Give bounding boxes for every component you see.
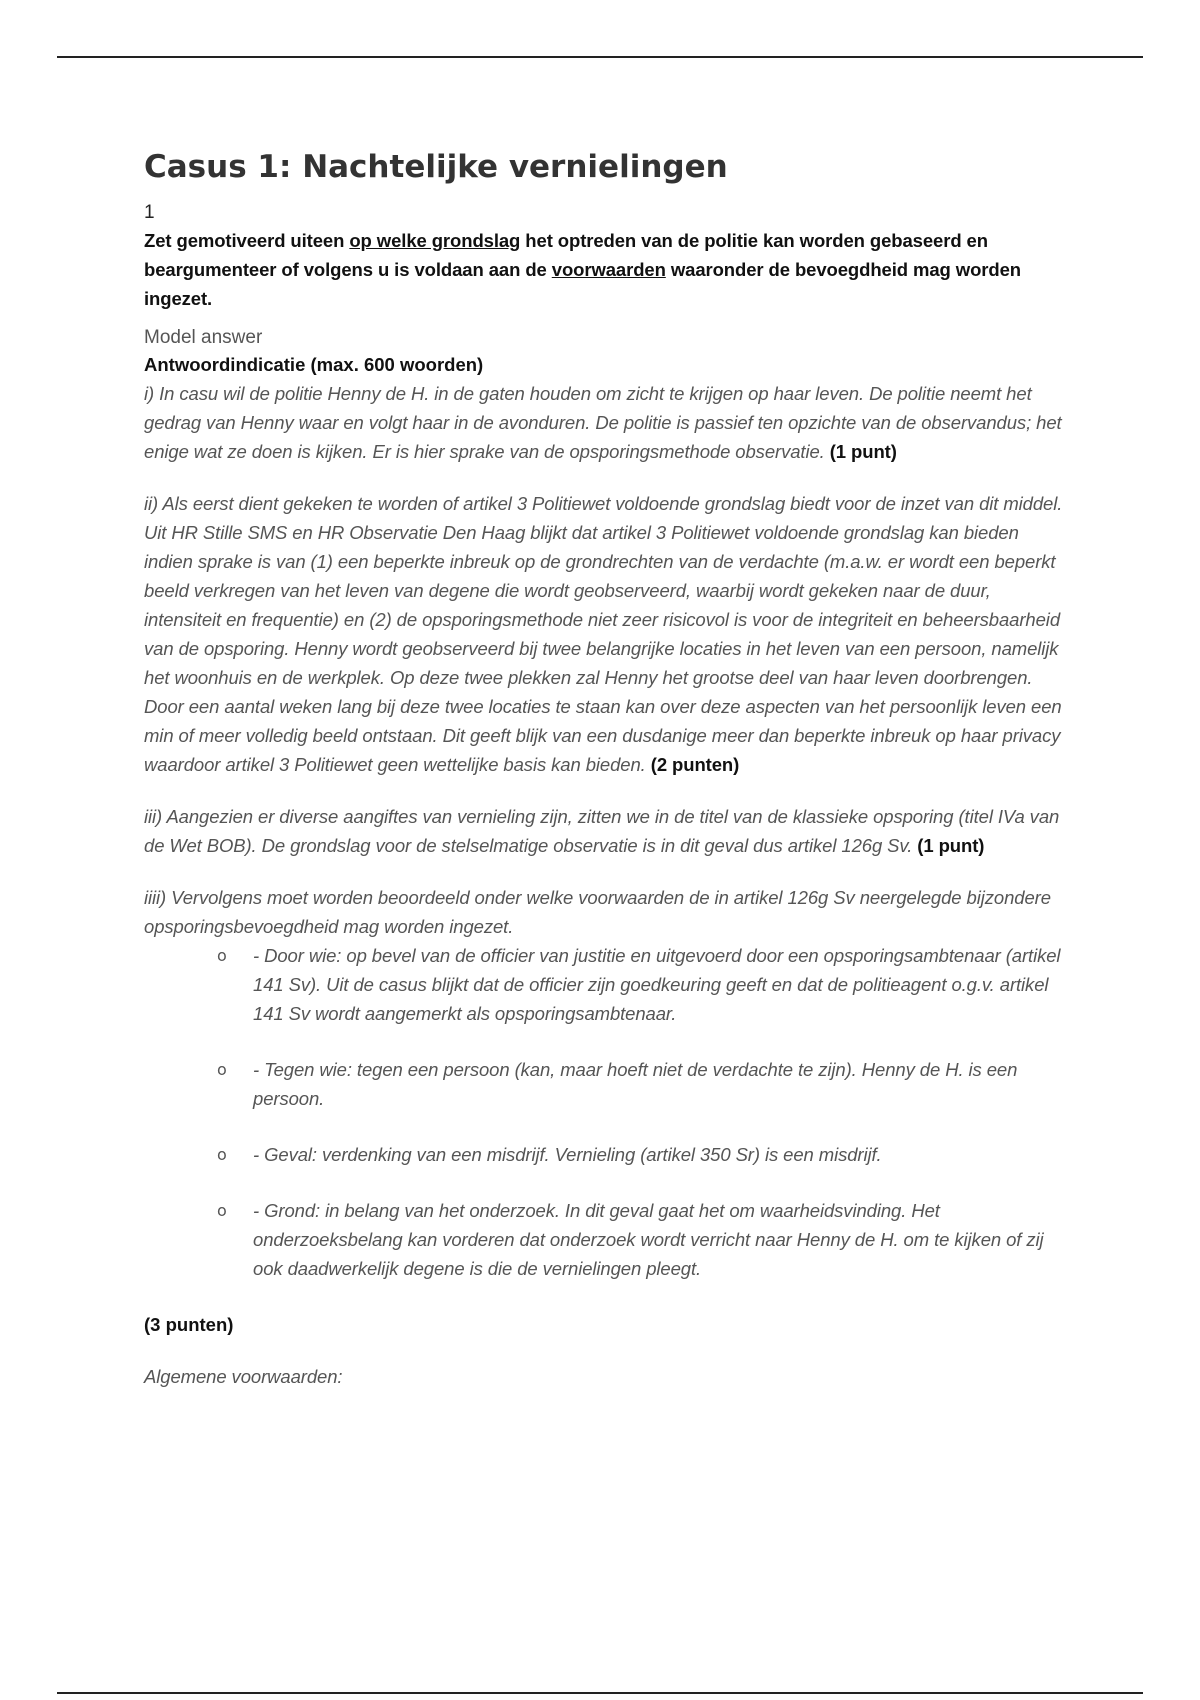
answer-indication: Antwoordindicatie (max. 600 woorden) bbox=[144, 354, 484, 375]
list-item bbox=[144, 1140, 1064, 1169]
list-item-text: - Geval: verdenking van een misdrijf. Vernieling (artikel 350 Sr) is een misdrijf. bbox=[253, 1144, 882, 1165]
case-heading: Casus 1: Nachtelijke vernielingen bbox=[144, 149, 728, 185]
model-answer-label: Model answer bbox=[144, 327, 263, 348]
paragraph-text: ii) Als eerst dient gekeken te worden of artikel 3 Politiewet voldoende grondslag biedt voor de inzet van dit middel. Uit HR Stille SMS en HR Observatie Den Haag blijkt dat artikel 3 Politiewet voldoende grondslag kan bieden indien sprake is van (1) een beperkte inbreuk op de grondrechten van de verdachte (m.a.w. er wordt een beperkt beeld verkregen van het leven van degene die wordt geobserveerd, waarbij wordt gekeken naar de duur, intensiteit en frequentie) en (2) de opsporingsmethode niet zeer risicovol is voor de integriteit en beheersbaarheid van de opsporing. Henny wordt geobserveerd bij twee belangrijke locaties in het leven van een persoon, namelijk het woonhuis en de werkplek. Op deze twee plekken zal Henny het grootse deel van haar leven doorbrengen. Door een aantal weken lang bij deze twee locaties te staan kan over deze aspecten van het persoonlijk leven een min of meer volledig beeld ontstaan. Dit geeft blijk van een dusdanige meer dan beperkte inbreuk op haar privacy waardoor artikel 3 Politiewet geen wettelijke basis kan bieden. bbox=[144, 493, 1063, 775]
list-item-text: - Door wie: op bevel van de officier van justitie en uitgevoerd door een opsporingsambtenaar (artikel 141 Sv). Uit de casus blijkt dat de officier zijn goedkeuring geeft en dat de politieagent o.g.v. artikel 141 Sv wordt aangemerkt als opsporingsambtenaar. bbox=[253, 945, 1061, 1024]
conditions-points: (3 punten) bbox=[144, 1314, 234, 1335]
points-badge: (2 punten) bbox=[650, 754, 740, 775]
conditions-list bbox=[144, 941, 1064, 1283]
top-rule bbox=[57, 56, 1143, 58]
question-part: het optreden van de politie kan worden gebaseerd en beargumenteer of volgens u is voldaan aan de bbox=[144, 230, 988, 280]
general-conditions-heading: Algemene voorwaarden: bbox=[144, 1366, 343, 1387]
bullet-marker: o bbox=[217, 1201, 227, 1220]
question-part: Zet gemotiveerd uiteen bbox=[144, 230, 350, 251]
list-item-text: - Grond: in belang van het onderzoek. In dit geval gaat het om waarheidsvinding. Het onderzoeksbelang kan vorderen dat onderzoek wordt verricht naar Henny de H. om te kijken of zij ook daadwerkelijk degene is die de vernielingen pleegt. bbox=[253, 1200, 1044, 1279]
answer-paragraph-3 bbox=[144, 802, 1064, 860]
question-underlined-grondslag: op welke grondslag bbox=[349, 230, 521, 251]
document-body bbox=[144, 146, 1064, 1391]
bullet-marker: o bbox=[217, 946, 227, 965]
paragraph-text: iiii) Vervolgens moet worden beoordeeld onder welke voorwaarden de in artikel 126g Sv neergelegde bijzondere opsporingsbevoegdheid mag worden ingezet. bbox=[144, 887, 1051, 937]
question-underlined-voorwaarden: voorwaarden bbox=[551, 259, 666, 280]
paragraph-text: iii) Aangezien er diverse aangiftes van vernieling zijn, zitten we in de titel van de klassieke opsporing (titel IVa van de Wet BOB). De grondslag voor de stelselmatige observatie is in dit geval dus artikel 126g Sv. bbox=[144, 806, 1060, 856]
question-number: 1 bbox=[144, 202, 155, 223]
paragraph-text: i) In casu wil de politie Henny de H. in de gaten houden om zicht te krijgen op haar leven. De politie neemt het gedrag van Henny waar en volgt haar in de avonduren. De politie is passief ten opzichte van de observandus; het enige wat ze doen is kijken. Er is hier sprake van de opsporingsmethode observatie. bbox=[144, 383, 1062, 462]
list-item bbox=[144, 1055, 1064, 1113]
bullet-marker: o bbox=[217, 1145, 227, 1164]
list-item bbox=[144, 941, 1064, 1028]
points-badge: (1 punt) bbox=[917, 835, 985, 856]
question-text bbox=[144, 226, 1064, 313]
list-item-text: - Tegen wie: tegen een persoon (kan, maar hoeft niet de verdachte te zijn). Henny de H. is een persoon. bbox=[253, 1059, 1018, 1109]
points-badge: (1 punt) bbox=[829, 441, 897, 462]
bottom-rule bbox=[57, 1692, 1143, 1694]
list-item bbox=[144, 1196, 1064, 1283]
answer-paragraph-4 bbox=[144, 883, 1064, 941]
question-part: waaronder de bevoegdheid mag worden ingezet. bbox=[144, 259, 1021, 309]
answer-paragraph-2 bbox=[144, 489, 1064, 779]
bullet-marker: o bbox=[217, 1060, 227, 1079]
answer-paragraph-1 bbox=[144, 379, 1064, 466]
